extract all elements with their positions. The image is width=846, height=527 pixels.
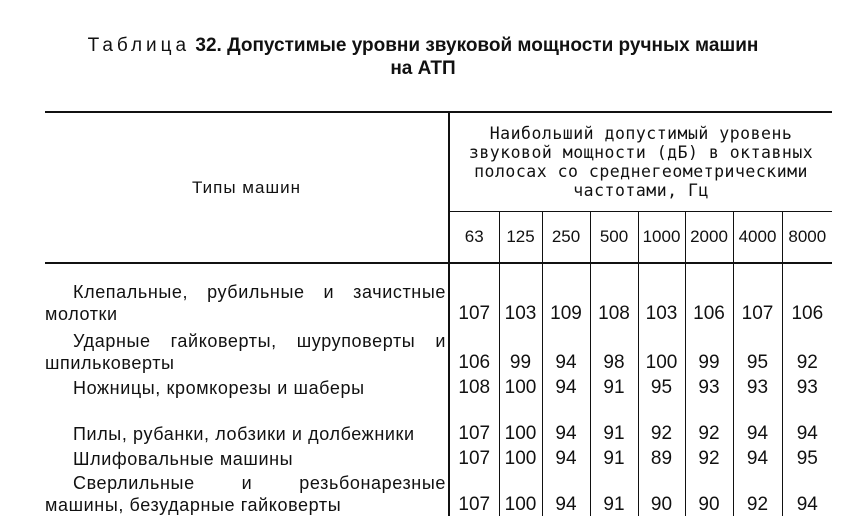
table-title (0, 34, 846, 80)
cell-value: 93 (685, 374, 733, 399)
freq-8000: 8000 (782, 212, 832, 264)
cell-value: 103 (499, 278, 542, 325)
cell-value: 94 (733, 445, 782, 470)
cell-value: 90 (638, 470, 685, 516)
table-row (45, 374, 832, 399)
table-row (45, 325, 832, 374)
row-name: Клепальные, рубильные и зачистные молотки (45, 278, 449, 325)
cell-value: 91 (590, 399, 638, 445)
cell-value: 93 (733, 374, 782, 399)
cell-value: 100 (499, 445, 542, 470)
freq-1000: 1000 (638, 212, 685, 264)
cell-value: 106 (685, 278, 733, 325)
cell-value: 94 (796, 423, 818, 444)
cell-value: 94 (733, 399, 782, 445)
sound-power-table (45, 111, 832, 516)
cell-value: 100 (499, 470, 542, 516)
table-row (45, 470, 832, 516)
cell-value: 107 (449, 278, 499, 325)
cell-value: 92 (685, 445, 733, 470)
cell-value: 107 (449, 470, 499, 516)
cell-value: 91 (590, 445, 638, 470)
cell-value: 89 (638, 445, 685, 470)
freq-125: 125 (499, 212, 542, 264)
cell-value: 92 (638, 399, 685, 445)
cell-value: 94 (796, 494, 818, 515)
freq-250: 250 (542, 212, 590, 264)
freq-2000: 2000 (685, 212, 733, 264)
cell-value: 92 (733, 470, 782, 516)
cell-value: 94 (542, 470, 590, 516)
row-name: Сверлильные и резьбонарезные машины, безударные гайковерты (45, 470, 449, 516)
table-title-prefix: Таблица (87, 35, 191, 56)
table-row (45, 399, 832, 445)
header-group-label: Наибольший допустимый уровень звуковой мощности (дБ) в октавных полосах со среднегеометрическими частотами, Гц (449, 112, 832, 212)
cell-value: 99 (685, 325, 733, 374)
cell-value: 99 (499, 325, 542, 374)
cell-value: 95 (638, 374, 685, 399)
cell-value: 91 (590, 374, 638, 399)
cell-value: 107 (449, 399, 499, 445)
cell-value: 100 (638, 325, 685, 374)
cell-value: 91 (590, 470, 638, 516)
header-machine-type: Типы машин (45, 112, 449, 263)
cell-value: 107 (449, 445, 499, 470)
cell-value: 100 (499, 399, 542, 445)
cell-value: 106 (791, 303, 824, 324)
row-name: Пилы, рубанки, лобзики и долбежники (45, 399, 449, 445)
cell-value: 94 (542, 325, 590, 374)
table-title-line1: Допустимые уровни звуковой мощности ручных машин (227, 35, 759, 56)
row-name: Ударные гайковерты, шуруповерты и шпильковерты (45, 325, 449, 374)
table-title-line2: на АТП (390, 58, 456, 79)
table-row (45, 445, 832, 470)
cell-value: 93 (796, 377, 818, 398)
cell-value: 95 (733, 325, 782, 374)
cell-value: 94 (542, 374, 590, 399)
freq-500: 500 (590, 212, 638, 264)
cell-value: 90 (685, 470, 733, 516)
cell-value: 94 (542, 399, 590, 445)
table-title-number: 32. (195, 35, 222, 56)
freq-4000: 4000 (733, 212, 782, 264)
cell-value: 109 (542, 278, 590, 325)
table-row (45, 278, 832, 325)
row-name: Шлифовальные машины (45, 445, 449, 470)
cell-value: 98 (590, 325, 638, 374)
cell-value: 108 (590, 278, 638, 325)
cell-value: 106 (449, 325, 499, 374)
cell-value: 100 (499, 374, 542, 399)
row-name: Ножницы, кромкорезы и шаберы (45, 374, 449, 399)
freq-63: 63 (449, 212, 499, 264)
cell-value: 94 (542, 445, 590, 470)
cell-value: 92 (796, 352, 818, 373)
cell-value: 92 (685, 399, 733, 445)
cell-value: 107 (733, 278, 782, 325)
cell-value: 103 (638, 278, 685, 325)
cell-value: 108 (449, 374, 499, 399)
cell-value: 95 (796, 448, 818, 469)
